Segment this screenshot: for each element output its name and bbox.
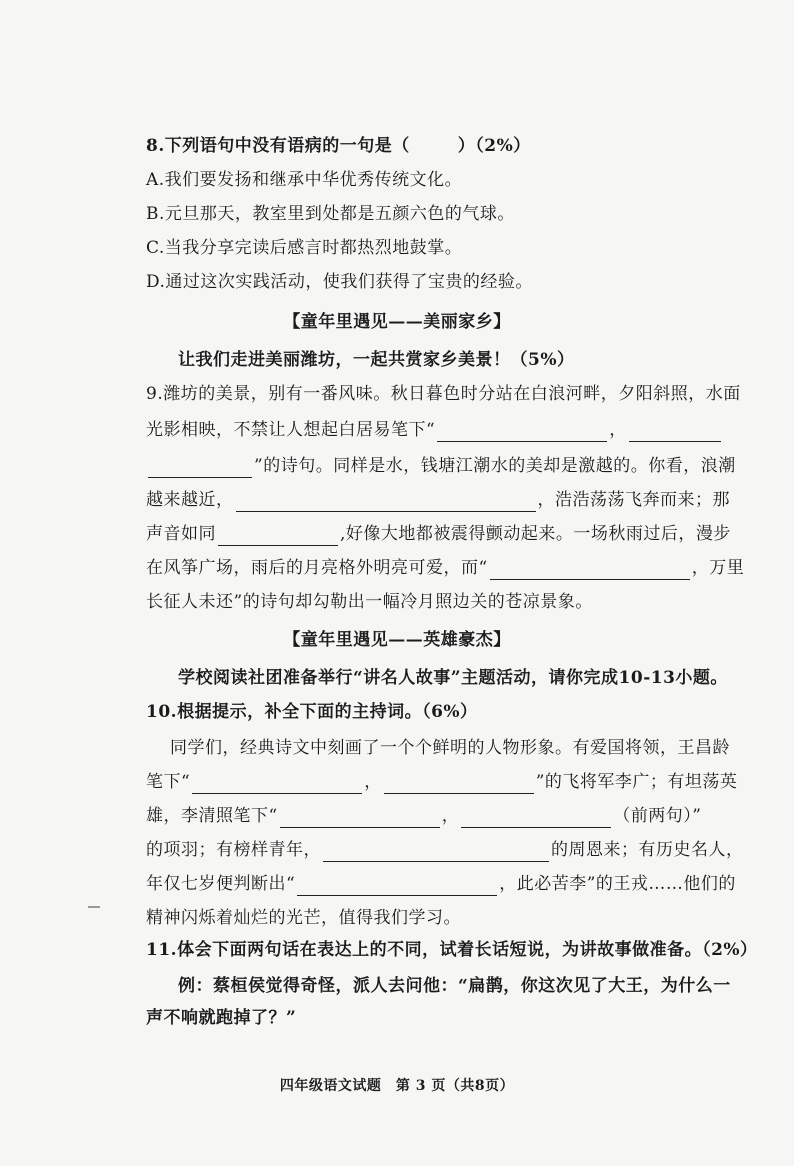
section-intro-heroes: 学校阅读社团准备举行“讲名人故事”主题活动，请你完成10-13小题。 — [178, 668, 728, 688]
q10-text: 雄，李清照笔下“ — [146, 806, 278, 826]
q8-title-text: 8.下列语句中没有语病的一句是（ — [146, 136, 410, 156]
q9-line-6 — [146, 556, 744, 580]
q9-text: 在风筝广场，雨后的月亮格外明亮可爱，而“ — [146, 558, 488, 578]
q10-title: 10.根据提示，补全下面的主持词。（6%） — [146, 702, 478, 722]
section-intro-hometown: 让我们走进美丽潍坊，一起共赏家乡美景！（5%） — [178, 350, 575, 370]
q9-text: ， — [609, 420, 627, 440]
q10-line-3 — [146, 804, 701, 828]
q10-line-6: 精神闪烁着灿烂的光芒，值得我们学习。 — [146, 908, 461, 928]
answer-blank[interactable] — [461, 807, 611, 828]
answer-blank[interactable] — [148, 457, 252, 478]
q10-text: 笔下“ — [146, 772, 191, 792]
q10-text: ，此必苦李”的王戎……他们的 — [499, 874, 736, 894]
q9-text: ，浩浩荡荡飞奔而来；那 — [537, 490, 730, 510]
q9-text: 光影相映，不禁让人想起白居易笔下“ — [146, 420, 436, 440]
q8-option-b: B.元旦那天，教室里到处都是五颜六色的气球。 — [146, 204, 515, 224]
q9-line-3 — [146, 454, 736, 478]
q8-option-a: A.我们要发扬和继承中华优秀传统文化。 — [146, 170, 463, 190]
page-footer: 四年级语文试题 第 3 页（共8页） — [279, 1078, 515, 1094]
q9-line-4 — [146, 488, 730, 512]
q10-text: ”的飞将军李广；有坦荡英 — [535, 772, 738, 792]
q9-text: ，万里 — [691, 558, 745, 578]
q9-line-1: 9.潍坊的美景，别有一番风味。秋日暮色时分站在白浪河畔，夕阳斜照，水面 — [146, 384, 741, 404]
answer-blank[interactable] — [192, 773, 362, 794]
q10-text: 的周恩来；有历史名人， — [551, 840, 744, 860]
q10-line-5 — [146, 872, 736, 896]
q11-title: 11.体会下面两句话在表达上的不同，试着长话短说，为讲故事做准备。（2%） — [146, 940, 758, 960]
answer-blank[interactable] — [323, 841, 549, 862]
q9-text: ”的诗句。同样是水，钱塘江潮水的美却是激越的。你看，浪潮 — [254, 456, 736, 476]
answer-blank[interactable] — [218, 525, 338, 546]
q10-line-1: 同学们，经典诗文中刻画了一个个鲜明的人物形象。有爱国将领，王昌龄 — [170, 738, 730, 758]
q10-line-2 — [146, 770, 737, 794]
q10-text: ， — [364, 772, 382, 792]
answer-blank[interactable] — [437, 421, 607, 442]
q8-title — [146, 134, 531, 158]
answer-blank[interactable] — [490, 559, 690, 580]
q11-example-line-1: 例：蔡桓侯觉得奇怪，派人去问他：“扁鹊，你这次见了大王，为什么一 — [178, 976, 731, 996]
q8-score: ）（2%） — [457, 136, 531, 156]
q9-line-2 — [146, 418, 723, 442]
q10-text: ， — [441, 806, 460, 826]
q10-text: （前两句）” — [613, 806, 702, 826]
section-heading-heroes: 【童年里遇见——英雄豪杰】 — [283, 630, 511, 650]
q9-text: ,好像大地都被震得颤动起来。一场秋雨过后，漫步 — [340, 524, 731, 544]
answer-blank[interactable] — [236, 491, 536, 512]
q9-line-7: 长征人未还”的诗句却勾勒出一幅冷月照边关的苍凉景象。 — [146, 592, 593, 612]
answer-blank[interactable] — [629, 421, 721, 442]
q9-line-5 — [146, 522, 731, 546]
scan-mark — [88, 906, 100, 908]
answer-blank[interactable] — [384, 773, 534, 794]
answer-blank[interactable] — [297, 875, 497, 896]
q11-example-line-2: 声不响就跑掉了？” — [146, 1008, 297, 1028]
q10-line-4 — [146, 838, 744, 862]
q8-option-c: C.当我分享完读后感言时都热烈地鼓掌。 — [146, 238, 463, 258]
answer-blank[interactable] — [280, 807, 440, 828]
q10-text: 年仅七岁便判断出“ — [146, 874, 296, 894]
q9-text: 声音如同 — [146, 524, 216, 544]
section-heading-hometown: 【童年里遇见——美丽家乡】 — [283, 312, 511, 332]
q10-text: 的项羽；有榜样青年， — [146, 840, 321, 860]
q9-text: 越来越近， — [146, 490, 234, 510]
q8-option-d: D.通过这次实践活动，使我们获得了宝贵的经验。 — [146, 272, 533, 292]
